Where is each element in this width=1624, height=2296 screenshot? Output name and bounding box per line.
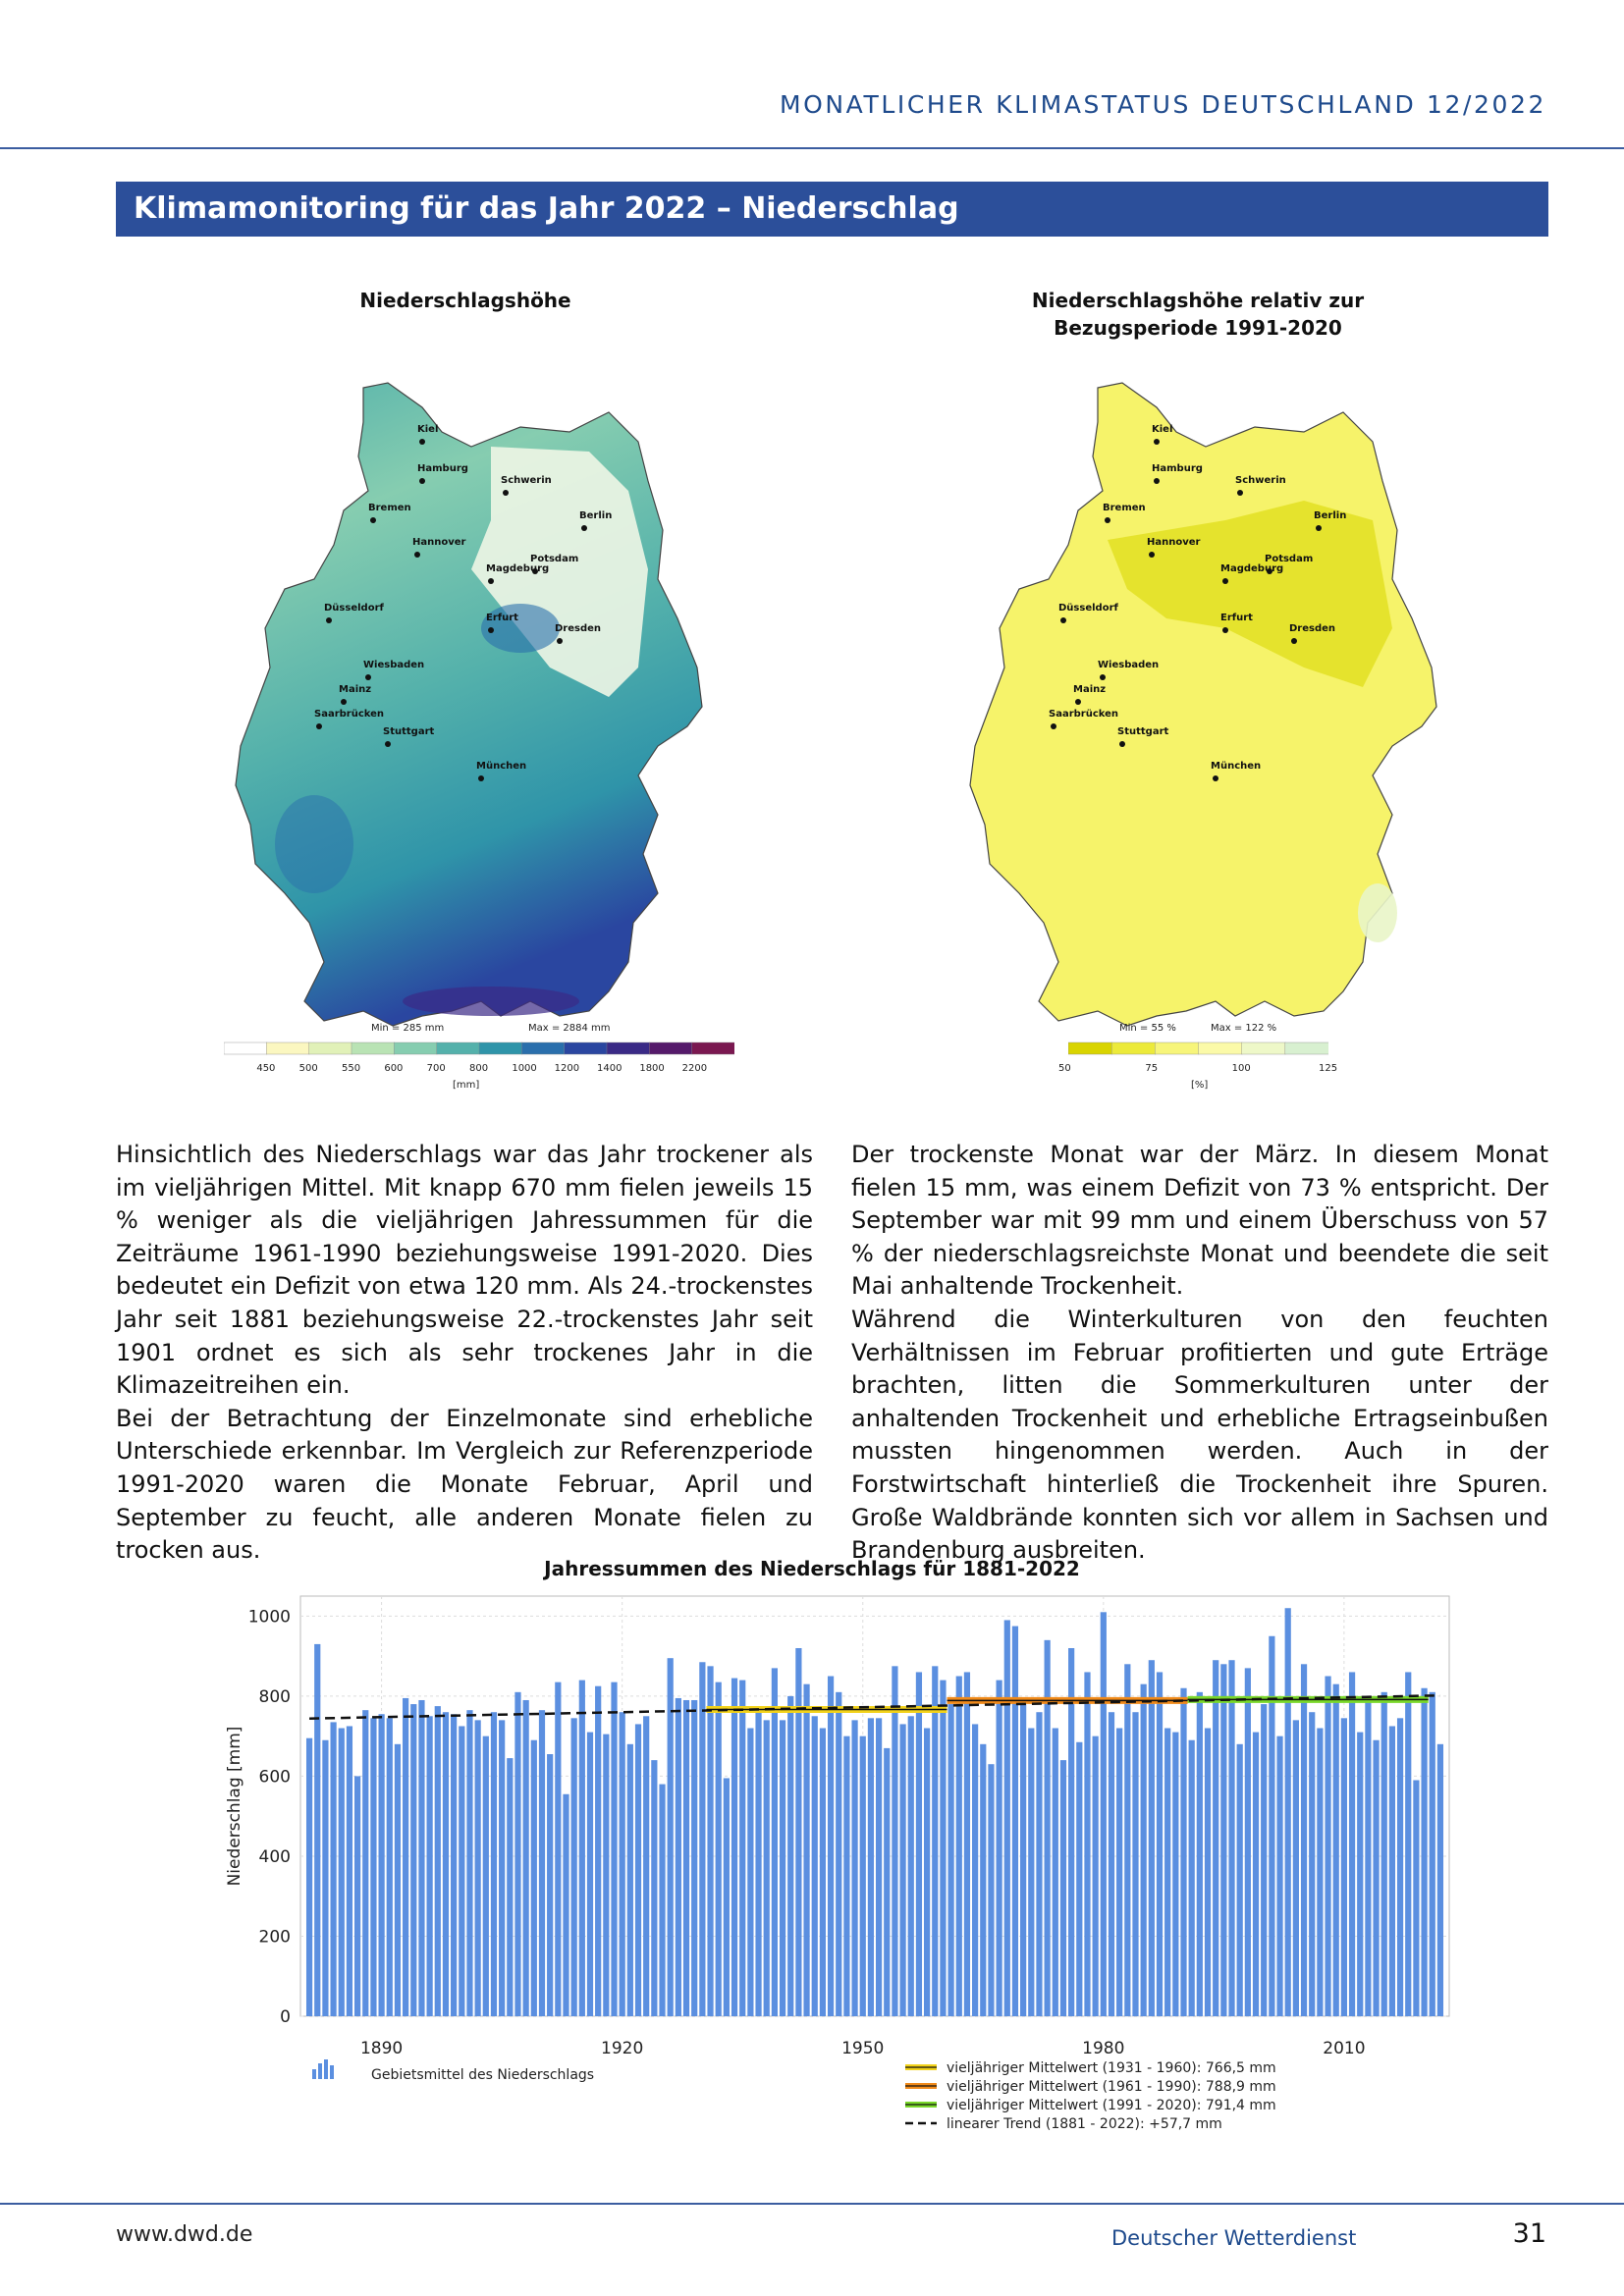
bar-1929: [691, 1700, 697, 2016]
bar-1900: [459, 1726, 464, 2016]
bar-1941: [787, 1696, 793, 2016]
city-label: Hannover: [412, 537, 466, 548]
city-label: Berlin: [1314, 510, 1347, 521]
bar-1917: [595, 1686, 601, 2016]
bar-1988: [1164, 1729, 1170, 2016]
bar-1899: [451, 1714, 457, 2016]
bar-1925: [659, 1785, 665, 2016]
legend-bar-swatch: [312, 2069, 316, 2079]
city-label: München: [476, 761, 527, 772]
bar-1921: [627, 1744, 633, 2016]
bar-2021: [1430, 1692, 1435, 2016]
bar-2020: [1421, 1688, 1427, 2016]
map-left-min: Min = 285 mm: [371, 1023, 445, 1034]
city-label: Kiel: [1152, 424, 1173, 435]
bar-2017: [1397, 1718, 1403, 2016]
bar-1996: [1228, 1660, 1234, 2016]
bar-1968: [1004, 1620, 1010, 2016]
bar-1913: [563, 1794, 568, 2016]
bar-1970: [1020, 1704, 1026, 2016]
bar-1883: [322, 1740, 328, 2016]
bar-1960: [940, 1681, 946, 2016]
city-dot: [581, 525, 587, 531]
colorbar-swatch: [352, 1042, 395, 1054]
bar-2014: [1373, 1740, 1379, 2016]
bar-2016: [1389, 1726, 1395, 2016]
city-dot: [1213, 775, 1218, 781]
bar-1919: [611, 1682, 617, 2016]
map-right: [931, 373, 1461, 1084]
city-dot: [365, 674, 371, 680]
chart-title: Jahressummen des Niederschlags für 1881-2022: [544, 1557, 1080, 1580]
bar-2002: [1276, 1736, 1282, 2016]
bar-1902: [475, 1720, 481, 2016]
bar-1936: [747, 1729, 753, 2016]
map-left-svg: [196, 373, 727, 1080]
y-tick-label: 1000: [247, 1607, 291, 1628]
bar-1959: [932, 1666, 938, 2016]
bar-1896: [427, 1716, 433, 2016]
legend-trend-label: linearer Trend (1881 - 2022): +57,7 mm: [947, 2116, 1222, 2132]
bar-1915: [579, 1681, 585, 2016]
city-dot: [503, 490, 509, 496]
map-right-colorbar: [1068, 1041, 1328, 1055]
colorbar-tick-label: 700: [426, 1063, 446, 1074]
bar-1910: [539, 1710, 545, 2016]
bar-1980: [1101, 1612, 1107, 2016]
section-title: Klimamonitoring für das Jahr 2022 – Niederschlag: [134, 191, 959, 226]
bar-1979: [1093, 1736, 1099, 2016]
footer-url: www.dwd.de: [116, 2222, 253, 2247]
colorbar-swatch: [1155, 1042, 1199, 1054]
bar-1966: [988, 1764, 994, 2016]
bar-1954: [892, 1666, 897, 2016]
colorbar-swatch: [1199, 1042, 1243, 1054]
colorbar-tick-label: 1800: [639, 1063, 665, 1074]
city-label: Stuttgart: [1117, 726, 1169, 737]
city-dot: [341, 699, 347, 705]
city-label: Erfurt: [486, 613, 518, 623]
bar-1974: [1053, 1729, 1058, 2016]
bar-1991: [1189, 1740, 1195, 2016]
bar-1978: [1084, 1672, 1090, 2016]
bar-1987: [1157, 1672, 1163, 2016]
city-dot: [1149, 552, 1155, 558]
colorbar-tick-label: 550: [342, 1063, 361, 1074]
bar-1994: [1213, 1660, 1218, 2016]
bar-2013: [1365, 1698, 1371, 2016]
city-label: München: [1211, 761, 1262, 772]
bar-2005: [1301, 1664, 1307, 2016]
bar-1963: [964, 1672, 970, 2016]
bar-1967: [997, 1681, 1002, 2016]
city-dot: [419, 478, 425, 484]
bar-1946: [828, 1677, 834, 2016]
bar-2001: [1269, 1636, 1274, 2016]
bar-1935: [739, 1681, 745, 2016]
bar-2006: [1309, 1712, 1315, 2016]
bar-1951: [868, 1718, 874, 2016]
paragraph: Während die Winterkulturen von den feuchten Verhältnissen im Februar profitierten und gute Erträge brachten, litten die Sommerkulturen unter der anhaltenden Trockenheit und erhebliche Ertragseinbußen mussten hingenommen werden. Auch in der Forstwirtschaft hinterließ die Trockenheit ihre Spuren. Große Waldbrände konnten sich vor allem in Sachsen und Brandenburg ausbreiten.: [851, 1305, 1548, 1565]
map-left-legend-ticks: [224, 1059, 734, 1075]
colorbar-swatch: [1111, 1042, 1156, 1054]
city-label: Saarbrücken: [1049, 709, 1119, 720]
bar-2008: [1325, 1677, 1330, 2016]
bar-1989: [1172, 1733, 1178, 2016]
city-label: Schwerin: [501, 475, 552, 486]
map-right-unit: [%]: [1191, 1080, 1209, 1091]
city-dot: [1051, 723, 1056, 729]
map-left-legend: [224, 1023, 734, 1091]
map-left: [196, 373, 727, 1084]
city-dot: [414, 552, 420, 558]
colorbar-swatch: [479, 1042, 522, 1054]
city-dot: [1316, 525, 1322, 531]
colorbar-swatch: [266, 1042, 309, 1054]
bar-1999: [1253, 1733, 1259, 2016]
legend-bar-swatch: [330, 2065, 334, 2079]
city-label: Kiel: [417, 424, 439, 435]
colorbar-swatch: [649, 1042, 692, 1054]
bar-1884: [330, 1722, 336, 2016]
bar-1889: [370, 1718, 376, 2016]
bar-1948: [843, 1736, 849, 2016]
bar-1909: [531, 1740, 537, 2016]
map-left-title: Niederschlagshöhe: [359, 289, 571, 312]
bar-2018: [1405, 1672, 1411, 2016]
bar-1943: [803, 1684, 809, 2016]
page-number: 31: [1512, 2218, 1546, 2249]
map-right-title-line1: Niederschlagshöhe relativ zur: [1031, 289, 1365, 312]
city-label: Düsseldorf: [324, 603, 384, 614]
colorbar-swatch: [224, 1042, 267, 1054]
city-dot: [478, 775, 484, 781]
bar-1906: [507, 1758, 513, 2016]
city-dot: [1291, 638, 1297, 644]
map-left-max: Max = 2884 mm: [528, 1023, 611, 1034]
city-label: Bremen: [1103, 503, 1146, 513]
bar-1945: [820, 1729, 826, 2016]
city-dot: [1100, 674, 1106, 680]
city-dot: [326, 617, 332, 623]
bar-1916: [587, 1733, 593, 2016]
x-tick-label: 2010: [1323, 2039, 1366, 2058]
city-label: Magdeburg: [1220, 563, 1284, 574]
bar-1950: [860, 1736, 866, 2016]
bar-2003: [1285, 1608, 1291, 2016]
bar-1985: [1141, 1684, 1147, 2016]
map-right-title-line2: Bezugsperiode 1991-2020: [1054, 316, 1342, 340]
city-dot: [1222, 578, 1228, 584]
bar-2019: [1413, 1781, 1419, 2016]
footer-organization: Deutscher Wetterdienst: [1111, 2226, 1357, 2250]
header-divider: [0, 147, 1624, 149]
colorbar-swatch: [437, 1042, 480, 1054]
y-tick-label: 600: [258, 1767, 291, 1788]
colorbar-tick-label: 75: [1145, 1063, 1159, 1074]
bar-2004: [1293, 1720, 1299, 2016]
city-dot: [488, 578, 494, 584]
map-left-unit: [mm]: [453, 1080, 480, 1091]
bar-1920: [620, 1712, 625, 2016]
bar-1918: [603, 1735, 609, 2016]
y-tick-label: 0: [280, 2007, 291, 2027]
colorbar-tick-label: 600: [384, 1063, 404, 1074]
bar-2010: [1341, 1718, 1347, 2016]
bar-1990: [1180, 1688, 1186, 2016]
bar-1947: [836, 1692, 841, 2016]
bar-1890: [379, 1714, 385, 2016]
bar-1971: [1028, 1729, 1034, 2016]
bar-1928: [683, 1700, 689, 2016]
map-right-title: [972, 287, 1424, 342]
colorbar-tick-label: 500: [298, 1063, 318, 1074]
bar-1881: [306, 1738, 312, 2016]
x-tick-label: 1950: [841, 2039, 885, 2058]
bar-1937: [755, 1710, 761, 2016]
paragraph: Bei der Betrachtung der Einzelmonate sind erhebliche Unterschiede erkennbar. Im Vergleich zur Referenzperiode 1991-2020 waren die Monate Februar, April und September zu feucht, alle anderen Monate fielen zu trocken aus.: [116, 1404, 813, 1565]
bar-1955: [899, 1724, 905, 2016]
footer-divider: [0, 2203, 1624, 2205]
bar-1894: [410, 1704, 416, 2016]
colorbar-swatch: [565, 1042, 608, 1054]
colorbar-swatch: [1285, 1042, 1328, 1054]
bar-1934: [731, 1679, 737, 2016]
bar-1886: [347, 1726, 352, 2016]
bar-1908: [523, 1700, 529, 2016]
city-dot: [488, 627, 494, 633]
colorbar-tick-label: 800: [469, 1063, 489, 1074]
city-dot: [370, 517, 376, 523]
bar-1912: [555, 1682, 561, 2016]
bar-1958: [924, 1729, 930, 2016]
map-right-legend-ticks: [1058, 1059, 1338, 1075]
colorbar-swatch: [607, 1042, 650, 1054]
bar-1939: [772, 1668, 778, 2016]
bar-1964: [972, 1724, 978, 2016]
bar-1986: [1149, 1660, 1155, 2016]
city-label: Hannover: [1147, 537, 1201, 548]
bar-1932: [716, 1682, 722, 2016]
bar-1961: [948, 1704, 954, 2016]
city-label: Mainz: [1073, 684, 1107, 695]
colorbar-tick-label: 125: [1319, 1063, 1338, 1074]
legend-bar-swatch: [318, 2063, 322, 2079]
precipitation-bar-chart: [218, 1588, 1465, 2138]
bar-2009: [1333, 1684, 1339, 2016]
bar-1938: [764, 1720, 770, 2016]
bar-1911: [547, 1754, 553, 2016]
bar-1931: [707, 1666, 713, 2016]
bar-2000: [1261, 1704, 1267, 2016]
colorbar-tick-label: 1000: [512, 1063, 537, 1074]
bar-1983: [1124, 1664, 1130, 2016]
bar-1973: [1045, 1640, 1051, 2016]
bar-1905: [499, 1720, 505, 2016]
colorbar-swatch: [394, 1042, 437, 1054]
colorbar-tick-label: 2200: [681, 1063, 708, 1074]
bar-1887: [354, 1776, 360, 2016]
bar-1944: [812, 1716, 818, 2016]
bar-1949: [851, 1720, 857, 2016]
bar-1922: [635, 1724, 641, 2016]
city-label: Erfurt: [1220, 613, 1253, 623]
bar-1997: [1237, 1744, 1243, 2016]
map-right-svg: [931, 373, 1461, 1080]
bar-1965: [980, 1744, 986, 2016]
bar-2022: [1437, 1744, 1443, 2016]
paragraph: Der trockenste Monat war der März. In diesem Monat fielen 15 mm, was einem Defizit von 73 % entspricht. Der September war mit 99 mm und einem Überschuss von 57 % der niederschlagsreichste Monat und beendete die seit Mai anhaltende Trockenheit.: [851, 1141, 1548, 1301]
city-label: Stuttgart: [383, 726, 435, 737]
bar-1982: [1116, 1729, 1122, 2016]
section-banner: [116, 182, 1548, 237]
bar-1972: [1036, 1712, 1042, 2016]
bar-1957: [916, 1672, 922, 2016]
city-label: Mainz: [339, 684, 372, 695]
x-tick-label: 1890: [359, 2039, 404, 2058]
colorbar-swatch: [692, 1042, 734, 1054]
city-dot: [1075, 699, 1081, 705]
bar-1927: [676, 1698, 681, 2016]
colorbar-tick-label: 1200: [554, 1063, 580, 1074]
bar-1977: [1076, 1742, 1082, 2016]
bar-2012: [1357, 1733, 1363, 2016]
map-right-min: Min = 55 %: [1119, 1023, 1176, 1034]
bar-1952: [876, 1718, 882, 2016]
city-label: Hamburg: [417, 463, 468, 474]
legend-label: vieljähriger Mittelwert (1931 - 1960): 766,5 mm: [947, 2060, 1276, 2076]
city-label: Wiesbaden: [1098, 660, 1160, 670]
bar-1893: [403, 1698, 408, 2016]
bar-1914: [571, 1718, 577, 2016]
map-left-colorbar: [224, 1041, 734, 1055]
bar-1981: [1109, 1712, 1114, 2016]
x-tick-label: 1980: [1082, 2039, 1125, 2058]
legend-label: vieljähriger Mittelwert (1961 - 1990): 788,9 mm: [947, 2079, 1276, 2095]
city-label: Potsdam: [530, 554, 579, 564]
bar-1923: [643, 1716, 649, 2016]
bar-1898: [443, 1712, 449, 2016]
bar-1930: [699, 1662, 705, 2016]
bar-1892: [395, 1744, 401, 2016]
bar-2007: [1317, 1729, 1323, 2016]
bar-2011: [1349, 1672, 1355, 2016]
text-column-left: [116, 1139, 813, 1568]
bar-1888: [362, 1710, 368, 2016]
city-dot: [1154, 478, 1160, 484]
city-dot: [316, 723, 322, 729]
colorbar-swatch: [309, 1042, 352, 1054]
city-dot: [1060, 617, 1066, 623]
germany-outline-left: [236, 383, 702, 1026]
colorbar-tick-label: 1400: [597, 1063, 623, 1074]
colorbar-swatch: [1068, 1042, 1112, 1054]
bar-2015: [1381, 1692, 1387, 2016]
bar-1995: [1220, 1664, 1226, 2016]
legend-label: vieljähriger Mittelwert (1991 - 2020): 791,4 mm: [947, 2098, 1276, 2113]
bar-1969: [1012, 1627, 1018, 2016]
bar-1993: [1205, 1729, 1211, 2016]
colorbar-swatch: [1242, 1042, 1286, 1054]
city-label: Hamburg: [1152, 463, 1203, 474]
map-right-legend: [1058, 1023, 1338, 1091]
legend-bar-swatch: [324, 2059, 328, 2079]
bar-1933: [724, 1778, 730, 2016]
city-label: Düsseldorf: [1058, 603, 1118, 614]
bar-1984: [1132, 1712, 1138, 2016]
bar-1953: [884, 1748, 890, 2016]
city-dot: [1154, 439, 1160, 445]
city-dot: [1105, 517, 1110, 523]
city-label: Magdeburg: [486, 563, 550, 574]
city-label: Bremen: [368, 503, 411, 513]
city-dot: [557, 638, 563, 644]
colorbar-swatch: [521, 1042, 565, 1054]
city-dot: [385, 741, 391, 747]
colorbar-tick-label: 100: [1231, 1063, 1251, 1074]
bar-1882: [314, 1644, 320, 2016]
city-dot: [1237, 490, 1243, 496]
y-tick-label: 400: [258, 1846, 291, 1867]
bar-1975: [1060, 1760, 1066, 2016]
city-label: Dresden: [1289, 623, 1336, 634]
city-dot: [419, 439, 425, 445]
bar-1904: [491, 1712, 497, 2016]
city-label: Saarbrücken: [314, 709, 385, 720]
city-dot: [1119, 741, 1125, 747]
bar-1891: [387, 1718, 393, 2016]
text-column-right: [851, 1139, 1548, 1568]
y-axis-label: Niederschlag [mm]: [225, 1726, 244, 1887]
bar-1998: [1245, 1668, 1251, 2016]
paragraph: Hinsichtlich des Niederschlags war das Jahr trockener als im vieljährigen Mittel. Mit knapp 670 mm fielen jeweils 15 % weniger als die vieljährigen Jahressummen für die Zeiträume 1961-1990 beziehungsweise 1991-2020. Dies bedeutet ein Defizit von etwa 120 mm. Als 24.-trockenstes Jahr seit 1881 beziehungsweise 22.-trockenstes Jahr seit 1901 ordnet es sich als sehr trockenes Jahr in die Klimazeitreihen ein.: [116, 1141, 813, 1400]
city-label: Potsdam: [1265, 554, 1314, 564]
city-label: Wiesbaden: [363, 660, 425, 670]
city-label: Dresden: [555, 623, 602, 634]
legend-series-label: Gebietsmittel des Niederschlags: [371, 2067, 595, 2083]
header-title: MONATLICHER KLIMASTATUS DEUTSCHLAND 12/2022: [779, 90, 1546, 119]
bar-1992: [1197, 1692, 1203, 2016]
bar-1940: [780, 1720, 785, 2016]
colorbar-tick-label: 50: [1058, 1063, 1071, 1074]
city-label: Schwerin: [1235, 475, 1286, 486]
bar-1907: [514, 1692, 520, 2016]
bar-1924: [651, 1760, 657, 2016]
y-tick-label: 200: [258, 1927, 291, 1948]
bar-1942: [795, 1648, 801, 2016]
bar-1962: [956, 1677, 962, 2016]
bar-1897: [435, 1706, 441, 2016]
bar-1895: [418, 1700, 424, 2016]
city-dot: [1222, 627, 1228, 633]
colorbar-tick-label: 450: [256, 1063, 276, 1074]
x-tick-label: 1920: [601, 2039, 644, 2058]
bar-1956: [908, 1716, 914, 2016]
map-right-max: Max = 122 %: [1211, 1023, 1277, 1034]
bar-1885: [339, 1729, 345, 2016]
city-label: Berlin: [579, 510, 613, 521]
y-tick-label: 800: [258, 1686, 291, 1707]
bar-1901: [466, 1710, 472, 2016]
bar-1903: [483, 1736, 489, 2016]
